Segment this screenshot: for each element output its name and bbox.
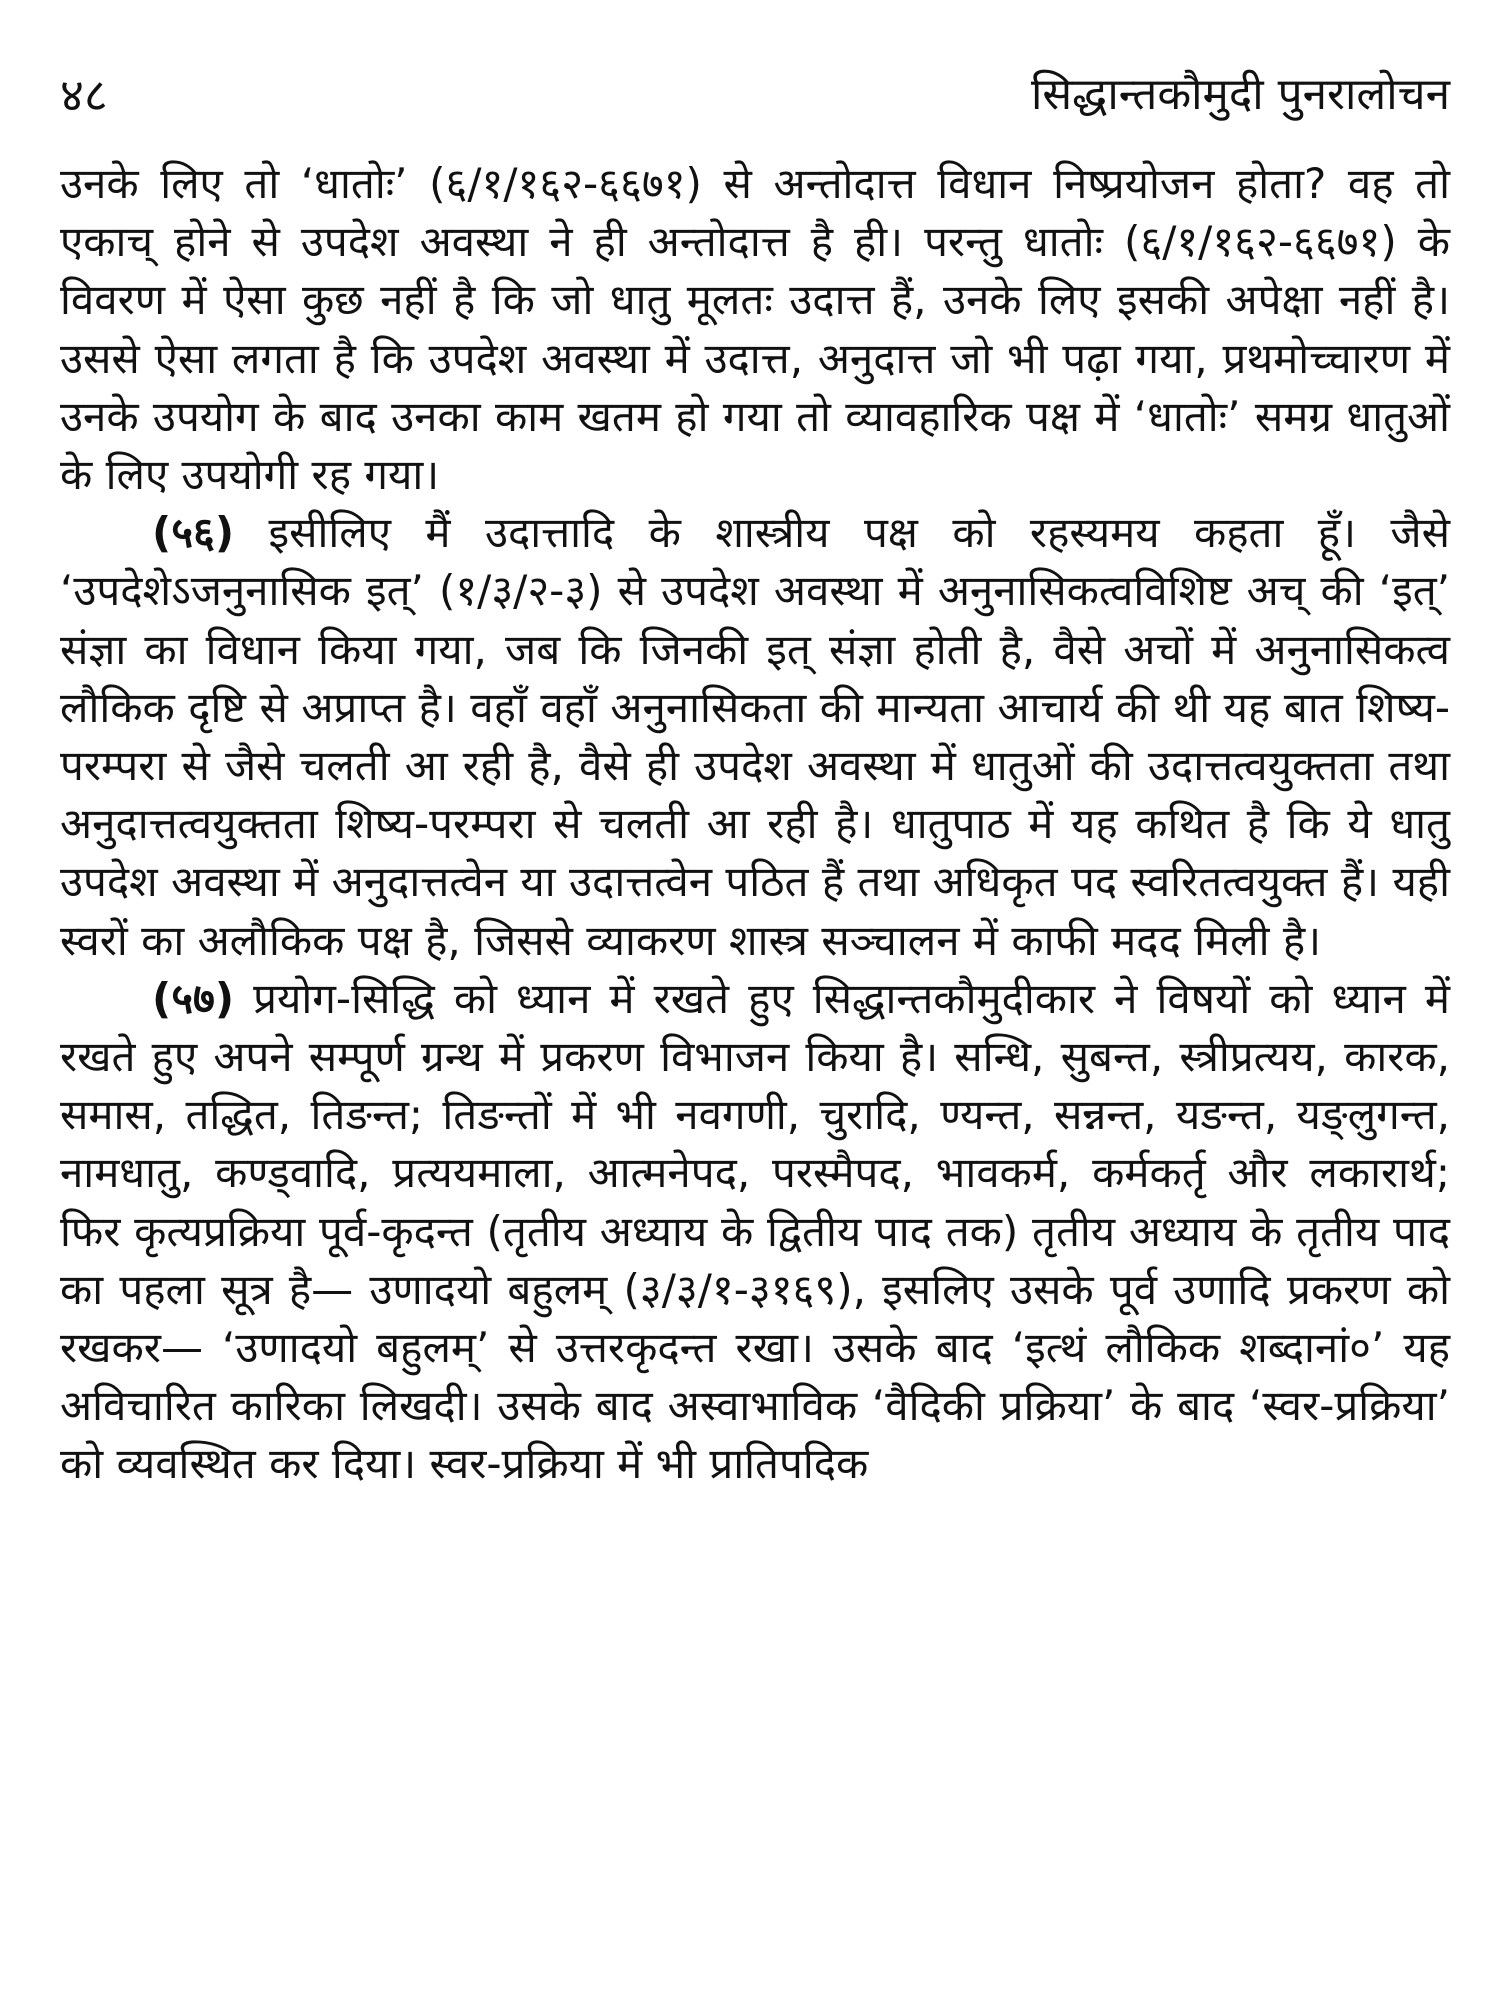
paragraph-text: प्रयोग-सिद्धि को ध्यान में रखते हुए सिद्धान्तकौमुदीकार ने विषयों को ध्यान में रखते हुए अपने सम्पूर्ण ग्रन्थ में प्रकरण विभाजन किया है। सन्धि, सुबन्त, स्त्रीप्रत्यय, कारक, समास, तद्धित, तिङन्त; तिङन्तों में भी नवगणी, चुरादि, ण्यन्त, सन्नन्त, यङन्त, यङ्लुगन्त, नामधातु, कण्ड्वादि, प्रत्ययमाला, आत्मनेपद, परस्मैपद, भावकर्म, कर्मकर्तृ और लकारार्थ; फिर कृत्यप्रक्रिया पूर्व-कृदन्त (तृतीय अध्याय के द्वितीय पाद तक) तृतीय अध्याय के तृतीय पाद का पहला सूत्र है— उणादयो बहुलम् (३/३/१-३१६९), इसलिए उसके पूर्व उणादि प्रकरण को रखकर— ‘उणादयो बहुलम्’ से उत्तरकृदन्त रखा। उसके बाद ‘इत्थं लौकिक शब्दानां०’ यह अविचारित कारिका लिखदी। उसके बाद अस्वाभाविक ‘वैदिकी प्रक्रिया’ के बाद ‘स्वर-प्रक्रिया’ को व्यवस्थित कर दिया। स्वर-प्रक्रिया में भी प्रातिपदिक <box>60 973 1450 1489</box>
page-header <box>60 60 1450 130</box>
running-title: सिद्धान्तकौमुदी पुनरालोचन <box>1031 69 1450 120</box>
page-number: ४८ <box>60 68 108 122</box>
paragraph-text: इसीलिए मैं उदात्तादि के शास्त्रीय पक्ष को रहस्यमय कहता हूँ। जैसे ‘उपदेशेऽजनुनासिक इत्’ (१/३/२-३) से उपदेश अवस्था में अनुनासिकत्वविशिष्ट अच् की ‘इत्’ संज्ञा का विधान किया गया, जब कि जिनकी इत् संज्ञा होती है, वैसे अचों में अनुनासिकत्व लौकिक दृष्टि से अप्राप्त है। वहाँ वहाँ अनुनासिकता की मान्यता आचार्य की थी यह बात शिष्य-परम्परा से जैसे चलती आ रही है, वैसे ही उपदेश अवस्था में धातुओं की उदात्तत्वयुक्तता तथा अनुदात्तत्वयुक्तता शिष्य-परम्परा से चलती आ रही है। धातुपाठ में यह कथित है कि ये धातु उपदेश अवस्था में अनुदात्तत्वेन या उदात्तत्वेन पठित हैं तथा अधिकृत पद स्वरितत्वयुक्त हैं। यही स्वरों का अलौकिक पक्ष है, जिससे व्याकरण शास्त्र सञ्चालन में काफी मदद मिली है। <box>60 508 1450 965</box>
paragraph-text: उनके लिए तो ‘धातोः’ (६/१/१६२-६६७१) से अन्तोदात्त विधान निष्प्रयोजन होता? वह तो एकाच् होने से उपदेश अवस्था ने ही अन्तोदात्त है ही। परन्तु धातोः (६/१/१६२-६६७१) के विवरण में ऐसा कुछ नहीं है कि जो धातु मूलतः उदात्त हैं, उनके लिए इसकी अपेक्षा नहीं है। उससे ऐसा लगता है कि उपदेश अवस्था में उदात्त, अनुदात्त जो भी पढ़ा गया, प्रथमोच्चारण में उनके उपयोग के बाद उनका काम खतम हो गया तो व्यावहारिक पक्ष में ‘धातोः’ समग्र धातुओं के लिए उपयोगी रह गया। <box>60 159 1450 500</box>
body-text <box>60 155 1450 1494</box>
paragraph-56 <box>60 504 1450 970</box>
paragraph-number: (५७) <box>152 973 235 1023</box>
paragraph-57 <box>60 970 1450 1494</box>
paragraph-continuation <box>60 155 1450 504</box>
paragraph-number: (५६) <box>152 508 235 558</box>
